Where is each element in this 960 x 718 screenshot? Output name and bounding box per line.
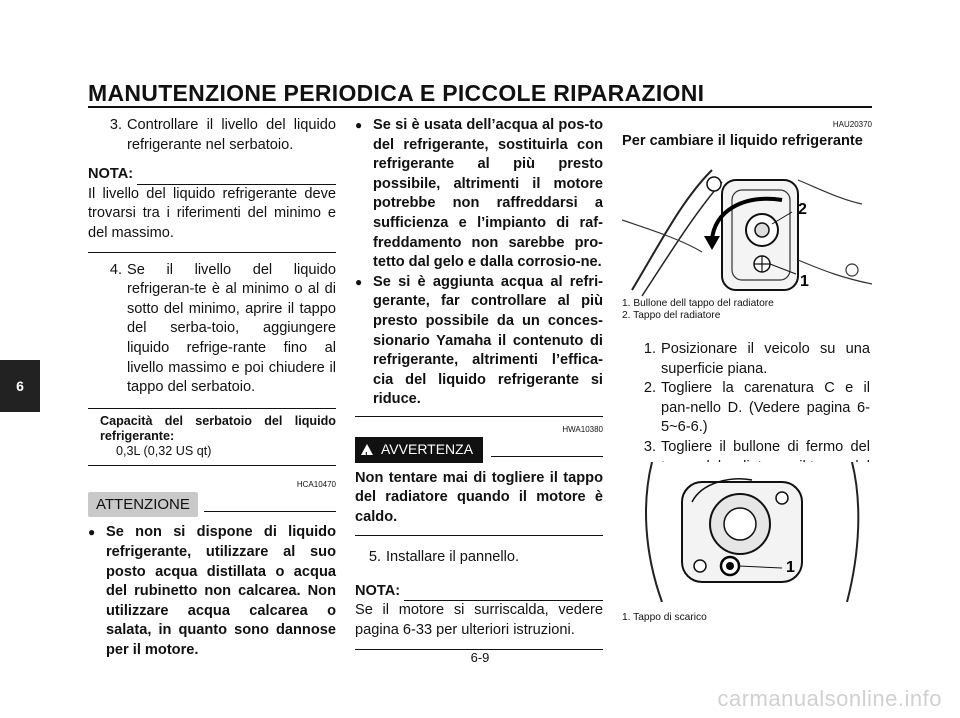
avvertenza-text: Non tentare mai di togliere il tappo del radiatore quando il motore è caldo.: [355, 469, 603, 525]
step-3-check-level: [88, 116, 336, 155]
bullet-text: Se non si dispone di liquido refrigerante, utilizzare al suo posto acqua distillata o acqua del rubinetto non calcarea. Non utilizzare acqua calcarea o salata, in quanto sono dannose per il motore.: [106, 524, 336, 658]
header-rule: [88, 106, 872, 108]
page-number: 6-9: [470, 650, 490, 665]
bullet-water-added: [355, 273, 603, 410]
step-number: 3.: [109, 117, 122, 133]
bullet-water-replace: [355, 116, 603, 273]
drain-plug-illustration: [622, 462, 872, 602]
nota-text: Il livello del liquido refrigerante deve trovarsi tra i riferimenti del minimo e del massimo.: [88, 185, 336, 241]
nota-text: Se il motore si surriscalda, vedere pagina 6-33 per ulteriori istruzioni.: [355, 602, 603, 639]
step-2-remove-cowling: [622, 379, 870, 438]
page-header-title: MANUTENZIONE PERIODICA E PICCOLE RIPARAZIONI: [88, 80, 705, 106]
bullet-dot-icon: ●: [355, 274, 363, 289]
bullet-dot-icon: ●: [88, 525, 96, 540]
code-reference: HWA10380: [562, 424, 603, 434]
warning-triangle-icon: !: [361, 444, 373, 455]
figure-callout-2: 2: [798, 201, 807, 218]
code-reference: HAU20370: [832, 120, 872, 129]
attenzione-heading: [88, 492, 336, 518]
nota-heading: [355, 582, 603, 602]
step-number: 4.: [109, 261, 122, 278]
bullet-text: Se si è aggiunta acqua al refri-gerante, far controllare al più presto possibile da un conces-sionario Yamaha il contenuto di refrigerante, altrimenti l’effica-cia del liquido refrigerante si riduce.: [373, 273, 603, 408]
figure1-caption-1: 1. Bullone dell tappo del radiatore: [622, 298, 774, 309]
capacity-value: 0,3L (0,32 US qt): [116, 443, 212, 458]
avvertenza-label: AVVERTENZA: [381, 440, 474, 457]
figure-callout-1: 1: [800, 273, 809, 290]
step-text: Installare il pannello.: [386, 549, 520, 566]
step-text: Controllare il livello del liquido refrigerante nel serbatoio.: [127, 117, 336, 153]
section-rule: [355, 416, 603, 417]
figure2-caption-1: 1. Tappo di scarico: [622, 612, 707, 623]
step-text: Posizionare il veicolo su una superficie piana.: [661, 341, 870, 377]
step-4-refill: [88, 261, 336, 398]
attenzione-label: ATTENZIONE: [88, 492, 198, 518]
attenzione-bullet: [88, 523, 336, 660]
chapter-tab: 6: [0, 360, 40, 412]
nota-rule: [404, 588, 603, 601]
nota-end-rule: [88, 252, 336, 253]
step-number: 2.: [643, 380, 656, 397]
code-reference: HCA10470: [296, 479, 336, 489]
column-left: [88, 116, 336, 660]
radiator-cap-illustration: [622, 160, 872, 298]
figure1-caption-2: 2. Tappo del radiatore: [622, 310, 721, 321]
attenzione-rule: [204, 511, 336, 512]
figure-callout-1: 1: [786, 559, 795, 576]
column-right: [622, 116, 872, 152]
capacity-title: Capacità del serbatoio del liquido refrigerante:: [100, 413, 336, 443]
step-number: 1.: [643, 341, 656, 357]
step-number: 3.: [643, 438, 656, 455]
capacity-box: [88, 408, 336, 466]
avvertenza-rule: [491, 456, 603, 457]
nota-label: NOTA:: [355, 582, 401, 599]
nota-label: NOTA:: [88, 166, 134, 183]
step-number: 5.: [368, 549, 381, 566]
avvertenza-badge: [355, 437, 483, 463]
nota-heading: [88, 165, 336, 185]
step-text: Se il livello del liquido refrigeran-te è al minimo o al di sotto del minimo, aprire il tappo del serba-toio, aggiungere liquido refrige-rante fino al livello massimo e poi chiudere il tappo del serbatoio.: [127, 261, 336, 396]
column-middle: [355, 116, 603, 658]
step-text: Togliere il bullone di fermo del: [661, 438, 870, 455]
step-text: Togliere la carenatura C e il pan-nello D. (Vedere pagina 6-5~6-6.): [661, 380, 870, 436]
bullet-text: Se si è usata dell’acqua al pos-to del refrigerante, sostituirla con refrigerante al più presto possibile, altrimenti il motore potrebbe non raffreddarsi a sufficienza e l’impianto di raf-freddamento non sarebbe pro-tetto dal gelo e dalla corrosio-ne.: [373, 117, 603, 271]
bullet-dot-icon: ●: [355, 118, 363, 132]
step-1-level-surface: [622, 340, 870, 379]
avvertenza-heading: [355, 437, 603, 463]
step-5-install-panel: [355, 548, 603, 568]
watermark: carmanualsonline.info: [717, 686, 942, 711]
section-heading: Per cambiare il liquido refrigerante: [622, 133, 863, 149]
nota-rule: [137, 172, 336, 185]
avvertenza-end-rule: [355, 535, 603, 536]
